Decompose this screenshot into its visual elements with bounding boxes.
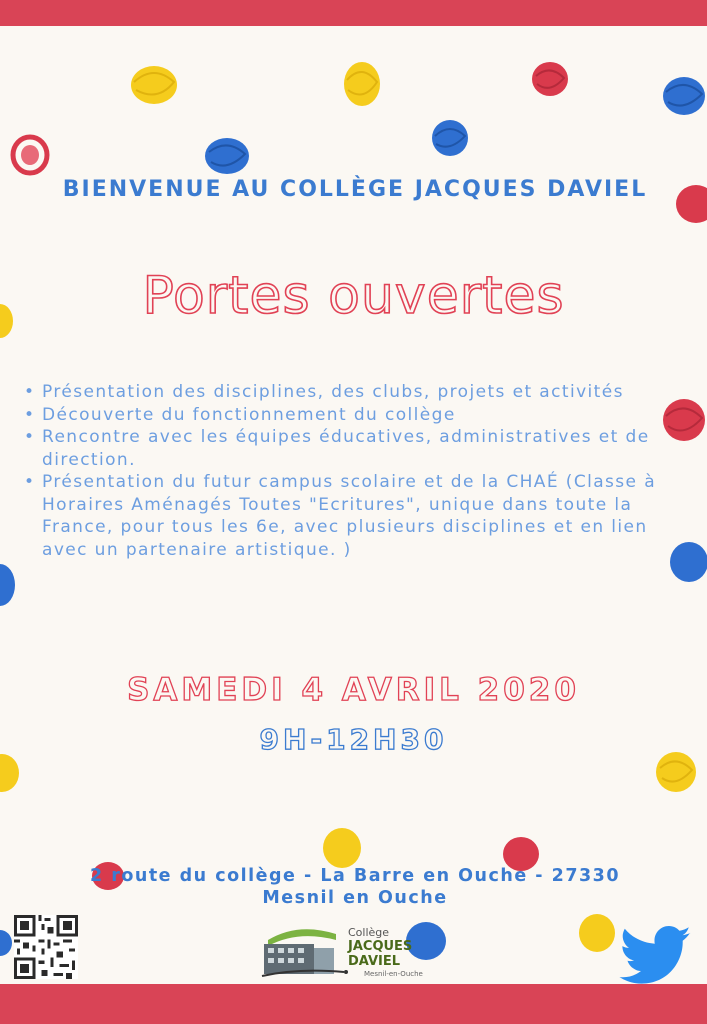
dot-yellow: [321, 826, 363, 870]
event-time: 9H-12H30: [259, 723, 448, 756]
dot-blue: [660, 74, 707, 118]
dot-blue: [0, 928, 14, 958]
dot-blue: [430, 118, 470, 158]
address: [40, 865, 670, 909]
college-building-icon: [258, 920, 348, 986]
logo-text: [348, 926, 448, 979]
list-item: • Découverte du fonctionnement du collège: [24, 404, 684, 427]
address-line-2: Mesnil en Ouche: [262, 888, 448, 908]
dot-blue: [203, 136, 251, 176]
logo-line-college: Collège: [348, 926, 390, 939]
qr-code-icon[interactable]: [14, 915, 78, 979]
bullet-list: [24, 381, 684, 561]
list-item: • Présentation du futur campus scolaire et de la CHAÉ (Classe à Horaires Aménagés Toutes "Ecritures", unique dans toute la France, pour tous les 6e, avec plusieurs disciplines et en lien avec un partenaire artistique. ): [24, 471, 684, 561]
headline-text: Portes ouvertes: [142, 266, 565, 326]
dot-red: [10, 134, 50, 176]
dot-red: [530, 60, 570, 98]
dot-blue: [0, 562, 16, 608]
dot-yellow: [577, 912, 617, 954]
logo-line-name: JACQUES DAVIEL: [348, 939, 413, 969]
logo-line-town: Mesnil-en-Ouche: [364, 970, 423, 978]
welcome-heading: BIENVENUE AU COLLÈGE JACQUES DAVIEL: [62, 177, 648, 202]
top-band: [0, 0, 707, 26]
dot-yellow: [128, 62, 180, 108]
dot-yellow: [342, 60, 382, 108]
event-date: SAMEDI 4 AVRIL 2020: [127, 672, 580, 708]
dot-yellow: [0, 752, 20, 794]
list-item: • Présentation des disciplines, des clubs, projets et activités: [24, 381, 684, 404]
dot-red: [674, 182, 707, 226]
bottom-band: [0, 984, 707, 1024]
list-item: • Rencontre avec les équipes éducatives, administratives et de direction.: [24, 426, 684, 471]
headline-title: [0, 262, 707, 330]
address-line-1: 2 route du collège - La Barre en Ouche - 27330: [89, 866, 621, 886]
college-logo: [258, 920, 448, 986]
twitter-bird-icon[interactable]: [618, 926, 694, 986]
